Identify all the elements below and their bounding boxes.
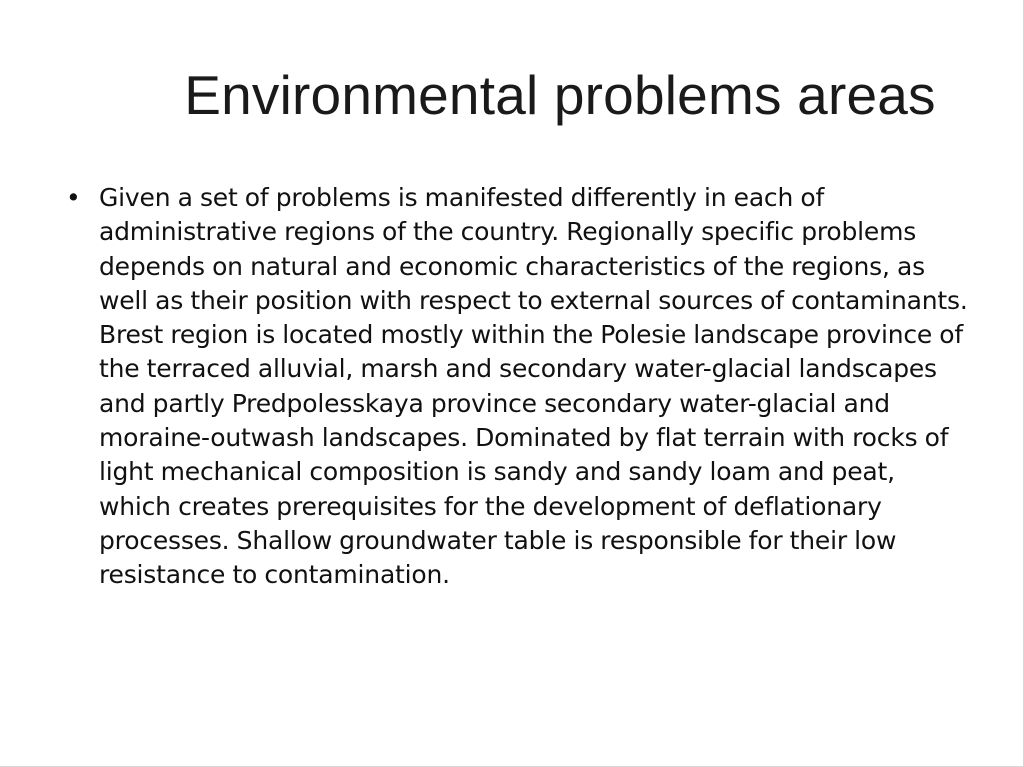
bullet-text: Given a set of problems is manifested differently in each of administrative regions of the country. Regionally specific problems depends on natural and economic characteristics of the regions, as well as their position with respect to external sources of contaminants. Brest region is located mostly within the Polesie landscape province of the terraced alluvial, marsh and secondary water-glacial landscapes and partly Predpolesskaya province secondary water-glacial and moraine-outwash landscapes. Dominated by flat terrain with rocks of light mechanical composition is sandy and sandy loam and peat, which creates prerequisites for the development of deflationary processes. Shallow groundwater table is responsible for their low resistance to contamination. (99, 183, 968, 590)
bullet-marker: • (66, 183, 81, 212)
slide-title: Environmental problems areas (184, 64, 936, 126)
bullet-list (66, 181, 971, 593)
bullet-item (66, 181, 971, 593)
